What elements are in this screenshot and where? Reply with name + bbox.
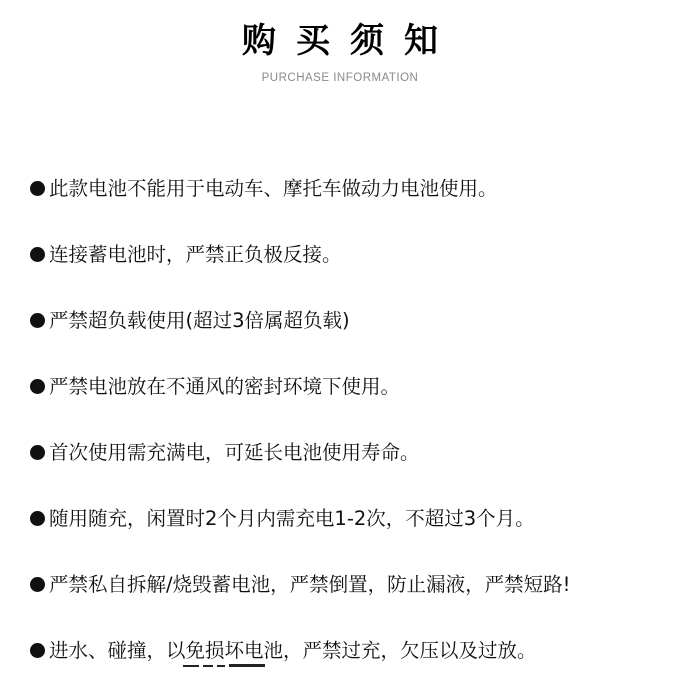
bullet-icon [30, 181, 45, 196]
notice-text: 连接蓄电池时，严禁正负极反接。 [49, 243, 342, 266]
notice-item-7 [30, 552, 670, 618]
notice-item-3 [30, 288, 670, 354]
notice-item-1 [30, 156, 670, 222]
notice-text: 随用随充，闲置时2个月内需充电1-2次，不超过3个月。 [49, 507, 535, 530]
page-subtitle: PURCHASE INFORMATION [261, 72, 419, 84]
notice-text: 严禁电池放在不通风的密封环境下使用。 [49, 375, 401, 398]
bullet-icon [30, 247, 45, 262]
notice-item-8 [30, 618, 670, 684]
bullet-icon [30, 577, 45, 592]
page-title: 购买须知 [242, 21, 458, 61]
bullet-icon [30, 643, 45, 658]
notice-item-6 [30, 486, 670, 552]
bullet-icon [30, 313, 45, 328]
notice-text: 进水、碰撞，以免损坏电池，严禁过充，欠压以及过放。 [49, 639, 537, 662]
notice-text: 首次使用需充满电，可延长电池使用寿命。 [49, 441, 420, 464]
notice-text: 严禁私自拆解/烧毁蓄电池，严禁倒置，防止漏液，严禁短路! [49, 573, 571, 596]
notice-item-4 [30, 354, 670, 420]
bullet-icon [30, 445, 45, 460]
scan-artifact-line [183, 664, 265, 668]
bullet-icon [30, 511, 45, 526]
notice-text: 严禁超负载使用(超过3倍属超负载) [49, 309, 350, 332]
notice-list [30, 156, 670, 684]
notice-item-5 [30, 420, 670, 486]
notice-item-2 [30, 222, 670, 288]
bullet-icon [30, 379, 45, 394]
notice-text: 此款电池不能用于电动车、摩托车做动力电池使用。 [49, 177, 498, 200]
